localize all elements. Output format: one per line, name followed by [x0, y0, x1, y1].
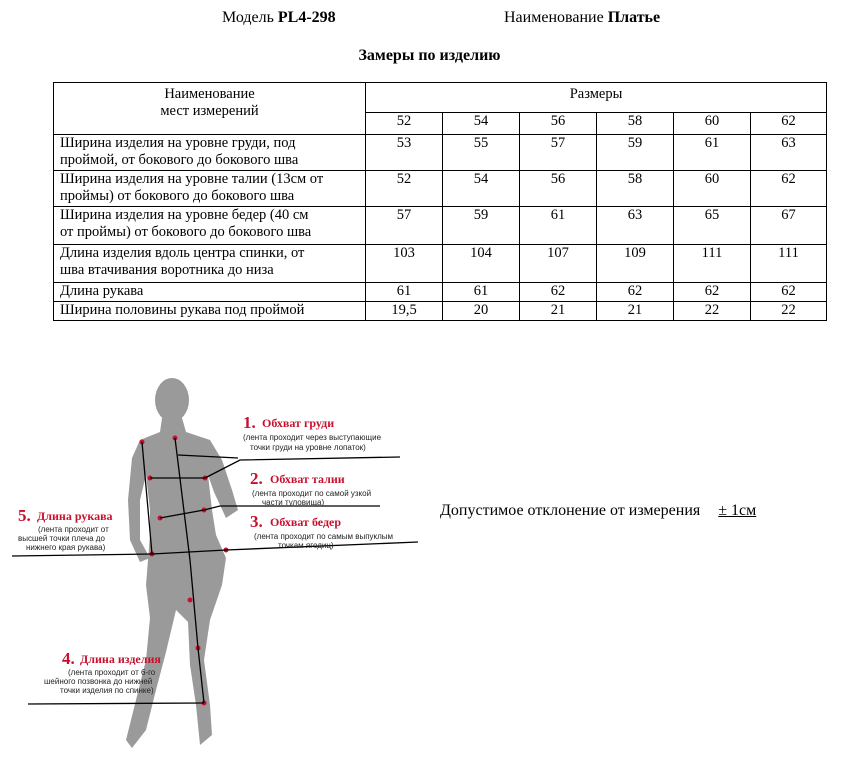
label-desc: (лента проходит от 6-го [68, 668, 156, 677]
table-row [54, 283, 827, 302]
label-desc: точки изделия по спинке) [60, 686, 154, 695]
label-desc: точки груди на уровне лопаток) [250, 443, 366, 452]
value-cell: 55 [443, 135, 520, 171]
value-cell: 57 [366, 207, 443, 245]
label-title: Обхват бедер [270, 515, 342, 529]
value-cell: 61 [674, 135, 751, 171]
label-title: Обхват груди [262, 416, 335, 430]
value-cell: 57 [520, 135, 597, 171]
param-cell [54, 207, 366, 245]
param-header-line1: Наименование [164, 86, 255, 102]
size-header-cell: 54 [443, 113, 520, 135]
value-cell: 61 [520, 207, 597, 245]
value-cell: 22 [751, 302, 827, 321]
label-waist [250, 469, 371, 507]
value-cell: 103 [366, 245, 443, 283]
value-cell: 67 [751, 207, 827, 245]
value-cell: 109 [597, 245, 674, 283]
value-cell: 19,5 [366, 302, 443, 321]
value-cell: 111 [751, 245, 827, 283]
value-cell: 21 [520, 302, 597, 321]
value-cell: 62 [520, 283, 597, 302]
value-cell: 56 [520, 171, 597, 207]
param-line2: от проймы) от бокового до бокового шва [60, 224, 312, 240]
size-header-cell: 56 [520, 113, 597, 135]
table-row [54, 135, 827, 171]
label-desc: точкам ягодиц) [278, 541, 334, 550]
measurement-figure [0, 360, 470, 765]
label-number: 4. [62, 649, 75, 668]
label-number: 3. [250, 512, 263, 531]
value-cell: 65 [674, 207, 751, 245]
sizes-header: Размеры [366, 83, 827, 113]
value-cell: 62 [597, 283, 674, 302]
product-name-line [504, 9, 660, 27]
param-header [54, 83, 366, 135]
label-garment-length [44, 649, 161, 695]
value-cell: 62 [751, 171, 827, 207]
measurements-table [53, 82, 827, 321]
label-desc: шейного позвонка до нижней [44, 677, 153, 686]
label-number: 5. [18, 506, 31, 525]
model-value: PL4-298 [277, 9, 336, 26]
label-desc: нижнего края рукава) [26, 543, 106, 552]
value-cell: 59 [443, 207, 520, 245]
label-desc: (лента проходит через выступающие [243, 433, 382, 442]
value-cell: 61 [443, 283, 520, 302]
label-desc: (лента проходит по самым выпуклым [254, 532, 394, 541]
label-bust [243, 413, 382, 452]
value-cell: 22 [674, 302, 751, 321]
value-cell: 20 [443, 302, 520, 321]
label-title: Длина изделия [80, 652, 161, 666]
value-cell: 52 [366, 171, 443, 207]
value-cell: 60 [674, 171, 751, 207]
label-desc: (лента проходит от [38, 525, 109, 534]
value-cell: 21 [597, 302, 674, 321]
value-cell: 62 [751, 283, 827, 302]
param-cell: Ширина половины рукава под проймой [54, 302, 366, 321]
label-desc: (лента проходит по самой узкой [252, 489, 372, 498]
tolerance-value: ± 1см [718, 502, 757, 519]
value-cell: 111 [674, 245, 751, 283]
value-cell: 62 [674, 283, 751, 302]
param-line2: шва втачивания воротника до низа [60, 262, 274, 278]
product-name-label: Наименование [504, 9, 604, 26]
param-line2: проймы) от бокового до бокового шва [60, 188, 295, 204]
param-cell: Длина рукава [54, 283, 366, 302]
model-label: Модель [222, 9, 274, 26]
tolerance-text: Допустимое отклонение от измерения [440, 502, 701, 519]
size-header-cell: 60 [674, 113, 751, 135]
value-cell: 104 [443, 245, 520, 283]
value-cell: 59 [597, 135, 674, 171]
value-cell: 63 [751, 135, 827, 171]
value-cell: 58 [597, 171, 674, 207]
label-number: 1. [243, 413, 256, 432]
param-line1: Ширина изделия на уровне бедер (40 см [60, 207, 309, 223]
value-cell: 53 [366, 135, 443, 171]
size-header-cell: 52 [366, 113, 443, 135]
param-line1: Ширина изделия на уровне груди, под [60, 135, 296, 151]
label-title: Обхват талии [270, 472, 345, 486]
label-desc: части туловища) [262, 498, 325, 507]
table-row [54, 171, 827, 207]
size-header-cell: 62 [751, 113, 827, 135]
value-cell: 107 [520, 245, 597, 283]
model-line [222, 9, 336, 27]
page-title: Замеры по изделию [358, 47, 501, 64]
table-row [54, 245, 827, 283]
value-cell: 54 [443, 171, 520, 207]
param-line1: Ширина изделия на уровне талии (13см от [60, 171, 324, 187]
param-header-line2: мест измерений [160, 103, 259, 119]
param-line2: проймой, от бокового до бокового шва [60, 152, 299, 168]
value-cell: 63 [597, 207, 674, 245]
label-number: 2. [250, 469, 263, 488]
param-cell [54, 245, 366, 283]
label-desc: высшей точки плеча до [18, 534, 105, 543]
size-header-cell: 58 [597, 113, 674, 135]
param-line1: Длина изделия вдоль центра спинки, от [60, 245, 305, 261]
label-title: Длина рукава [37, 509, 113, 523]
value-cell: 61 [366, 283, 443, 302]
param-cell [54, 135, 366, 171]
label-sleeve-length [18, 506, 113, 552]
tolerance-note [440, 502, 756, 520]
param-cell [54, 171, 366, 207]
table-row [54, 302, 827, 321]
table-row [54, 207, 827, 245]
product-name-value: Платье [607, 9, 661, 26]
